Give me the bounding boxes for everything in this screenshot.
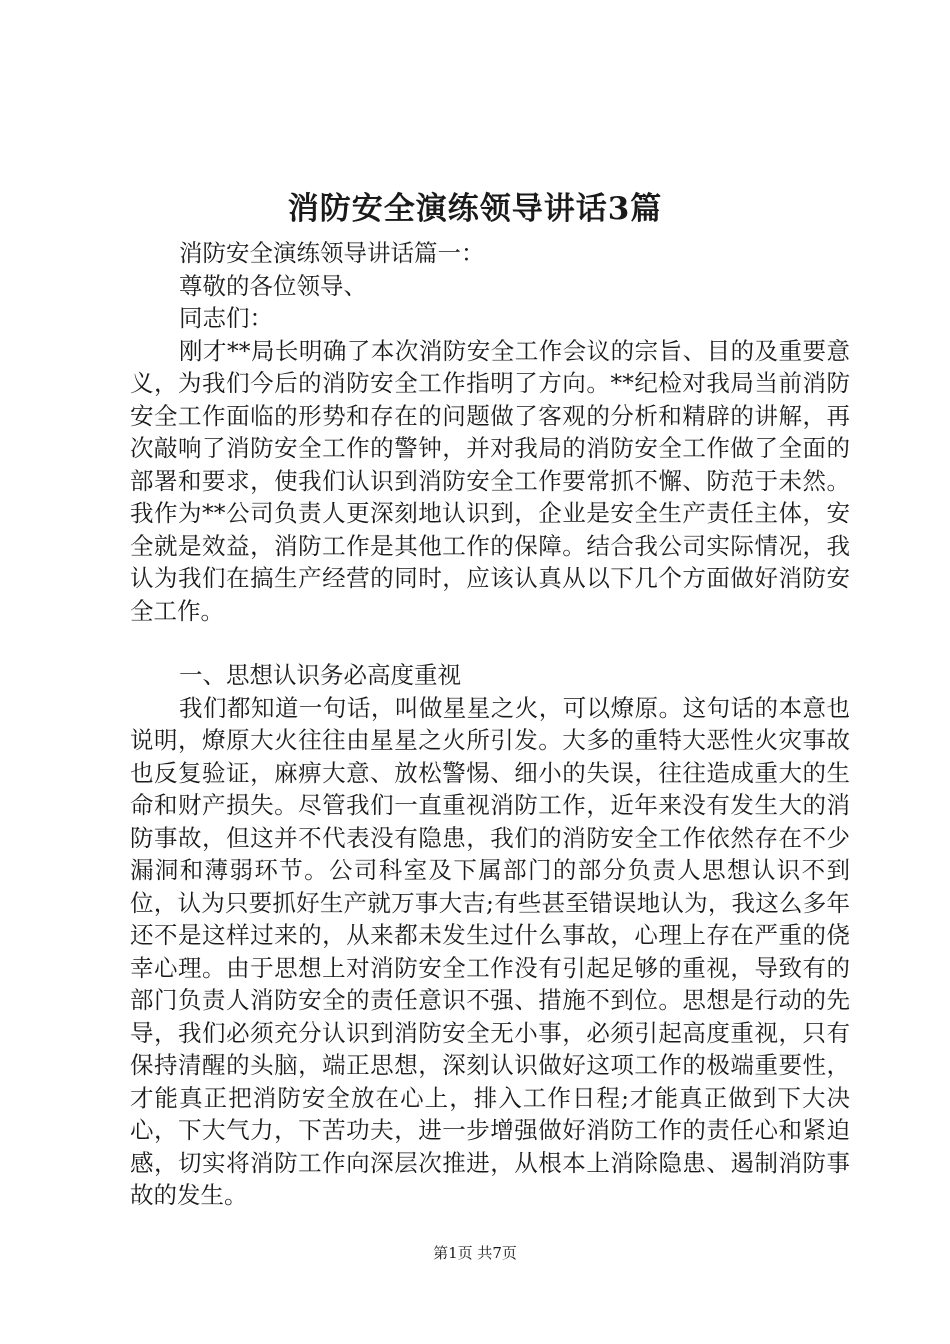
- speech-heading: 消防安全演练领导讲话篇一：: [179, 239, 485, 267]
- intro-paragraph: 刚才**局长明确了本次消防安全工作会议的宗旨、目的及重要意义，为我们今后的消防安全工作指明了方向。**纪检对我局当前消防安全工作面临的形势和存在的问题做了客观的分析和精辟的讲解，再次敲响了消防安全工作的警钟，并对我局的消防安全工作做了全面的部署和要求，使我们认识到消防安全工作要常抓不懈、防范于未然。我作为**公司负责人更深刻地认识到，企业是安全生产责任主体，安全就是效益，消防工作是其他工作的保障。结合我公司实际情况，我认为我们在搞生产经营的同时，应该认真从以下几个方面做好消防安全工作。: [130, 336, 850, 625]
- paragraph-gap: [130, 627, 850, 659]
- document-body: [130, 237, 850, 1212]
- section-heading: 一、思想认识务必高度重视: [179, 661, 461, 689]
- section-paragraph: 我们都知道一句话，叫做星星之火，可以燎原。这句话的本意也说明，燎原大火往往由星星之火所引发。大多的重特大恶性火灾事故也反复验证，麻痹大意、放松警惕、细小的失误，往往造成重大的生命和财产损失。尽管我们一直重视消防工作，近年来没有发生大的消防事故，但这并不代表没有隐患，我们的消防安全工作依然存在不少漏洞和薄弱环节。公司科室及下属部门的部分负责人思想认识不到位，认为只要抓好生产就万事大吉;有些甚至错误地认为，我这么多年还不是这样过来的，从来都未发生过什么事故，心理上存在严重的侥幸心理。由于思想上对消防安全工作没有引起足够的重视，导致有的部门负责人消防安全的责任意识不强、措施不到位。思想是行动的先导，我们必须充分认识到消防安全无小事，必须引起高度重视，只有保持清醒的头脑，端正思想，深刻认识做好这项工作的极端重要性，才能真正把消防安全放在心上，排入工作日程;才能真正做到下大决心，下大气力，下苦功夫，进一步增强做好消防工作的责任心和紧迫感，切实将消防工作向深层次推进，从根本上消除隐患、遏制消防事故的发生。: [130, 693, 850, 1209]
- document-title: 消防安全演练领导讲话3篇: [287, 191, 663, 227]
- salutation-line-1: 尊敬的各位领导、: [179, 271, 367, 300]
- page-footer: 第1页 共7页: [433, 1244, 517, 1262]
- salutation-line-2: 同志们：: [179, 304, 273, 332]
